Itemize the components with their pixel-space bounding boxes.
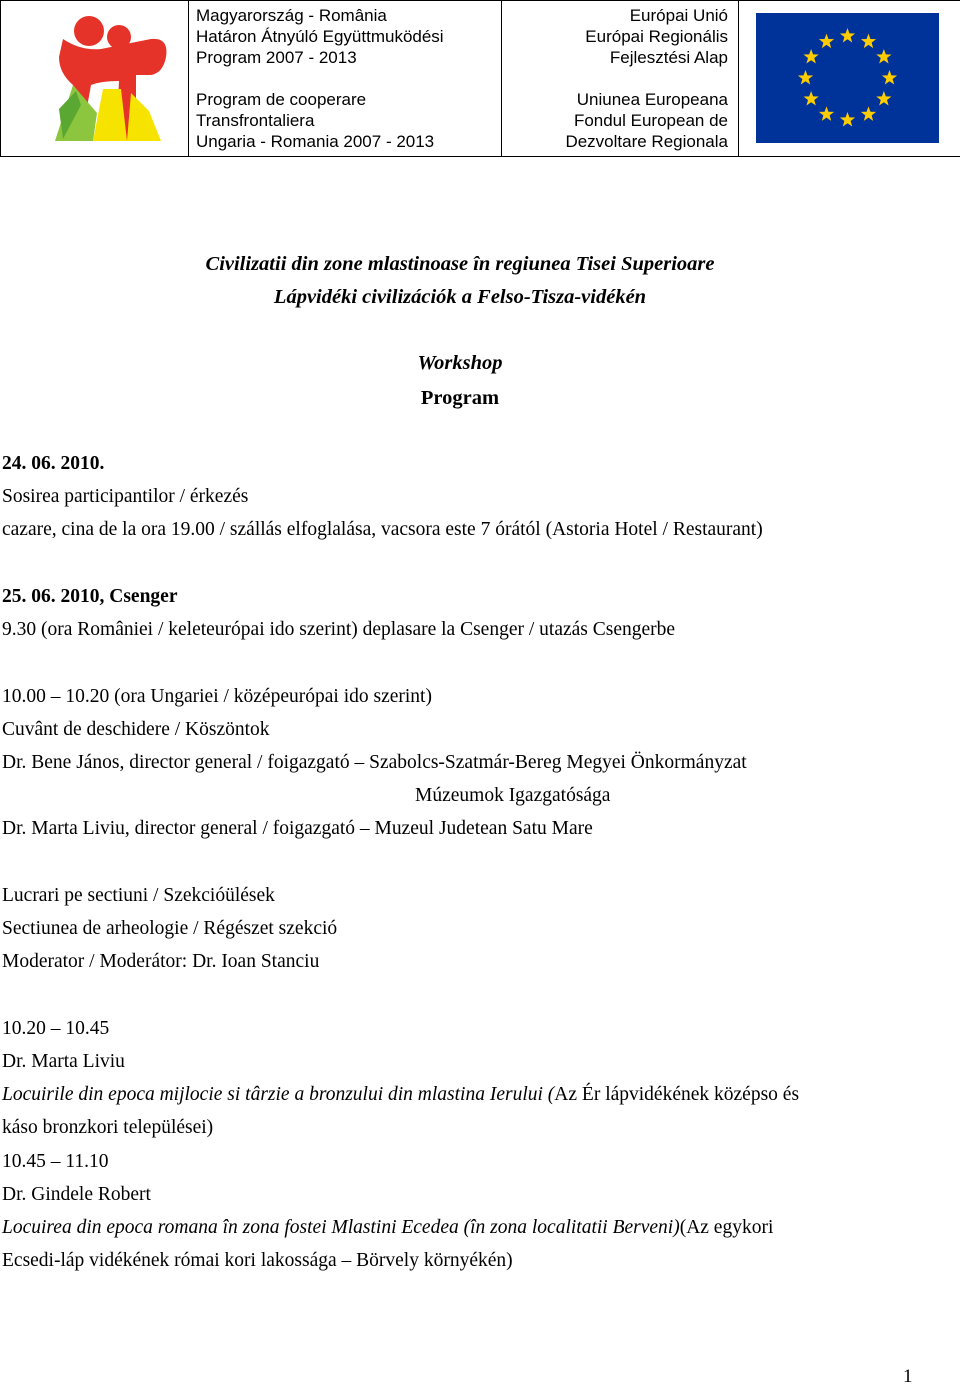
hungary-romania-program-cell [189, 1, 502, 157]
header-right-line-1: Európai Unió [502, 5, 728, 26]
day2-travel: 9.30 (ora României / keleteurópai ido szerint) deplasare la Csenger / utazás Csengerbe [2, 619, 675, 641]
title-hungarian: Lápvidéki civilizációk a Felso-Tisza-vidékén [2, 286, 918, 308]
title-romanian: Civilizatii din zone mlastinoase în regiunea Tisei Superioare [2, 253, 918, 275]
header-right-line-6: Dezvoltare Regionala [502, 131, 728, 152]
header-left-line-4: Program de cooperare [196, 89, 501, 110]
program-logo-cell [1, 1, 189, 157]
header-right-line-3: Fejlesztési Alap [502, 47, 728, 68]
program-heading: Program [2, 387, 918, 409]
talk1-title [2, 1084, 799, 1106]
talk1-title-ro: Locuirile din epoca mijlocie si târzie a bronzului din mlastina Ierului ( [2, 1084, 554, 1105]
header-left-line-2: Határon Átnyúló Együttmuködési [196, 26, 501, 47]
opening-time: 10.00 – 10.20 (ora Ungariei / középeurópai ido szerint) [2, 686, 432, 708]
sections-heading: Lucrari pe sectiuni / Szekcióülések [2, 885, 275, 907]
talk1-time: 10.20 – 10.45 [2, 1018, 109, 1040]
day1-accommodation: cazare, cina de la ora 19.00 / szállás elfoglalása, vacsora este 7 órától (Astoria Hotel / Restaurant) [2, 519, 763, 541]
talk2-time: 10.45 – 11.10 [2, 1151, 109, 1173]
speaker-marta: Dr. Marta Liviu, director general / foigazgató – Muzeul Judetean Satu Mare [2, 818, 593, 840]
talk1-title-hu: Az Ér lápvidékének középso és [554, 1084, 799, 1105]
header-right-line-4: Uniunea Europeana [502, 89, 728, 110]
page-number: 1 [903, 1366, 913, 1388]
opening-speech: Cuvânt de deschidere / Köszöntok [2, 719, 270, 741]
header-left-line-6: Ungaria - Romania 2007 - 2013 [196, 131, 501, 152]
talk2-speaker: Dr. Gindele Robert [2, 1184, 151, 1206]
header-left-line-5: Transfrontaliera [196, 110, 501, 131]
section-name: Sectiunea de arheologie / Régészet szekció [2, 918, 337, 940]
program-logo [1, 1, 186, 151]
header-right-line-5: Fondul European de [502, 110, 728, 131]
eu-flag-cell [739, 1, 960, 157]
talk2-title [2, 1217, 773, 1239]
day2-date: 25. 06. 2010, Csenger [2, 586, 177, 608]
document-header [0, 0, 960, 152]
talk2-title-cont: Ecsedi-láp vidékének római kori lakossága – Börvely környékén) [2, 1250, 513, 1272]
talk1-title-cont: káso bronzkori települései) [2, 1117, 213, 1139]
eu-fund-cell [502, 1, 739, 157]
header-left-line-3: Program 2007 - 2013 [196, 47, 501, 68]
header-right-line-2: Európai Regionális [502, 26, 728, 47]
moderator: Moderator / Moderátor: Dr. Ioan Stanciu [2, 951, 319, 973]
header-left-line-1: Magyarország - România [196, 5, 501, 26]
workshop-heading: Workshop [2, 352, 918, 374]
day1-date: 24. 06. 2010. [2, 453, 104, 475]
speaker-bene-institution: Múzeumok Igazgatósága [415, 785, 610, 807]
day1-arrival: Sosirea participantilor / érkezés [2, 486, 248, 508]
speaker-bene: Dr. Bene János, director general / foigazgató – Szabolcs-Szatmár-Bereg Megyei Önkormányzat [2, 752, 747, 774]
talk2-title-ro: Locuirea din epoca romana în zona fostei Mlastini Ecedea (în zona localitatii Berveni) [2, 1217, 680, 1238]
talk2-title-hu: (Az egykori [680, 1217, 774, 1238]
talk1-speaker: Dr. Marta Liviu [2, 1051, 125, 1073]
header-table [0, 0, 960, 157]
eu-flag [739, 1, 960, 151]
